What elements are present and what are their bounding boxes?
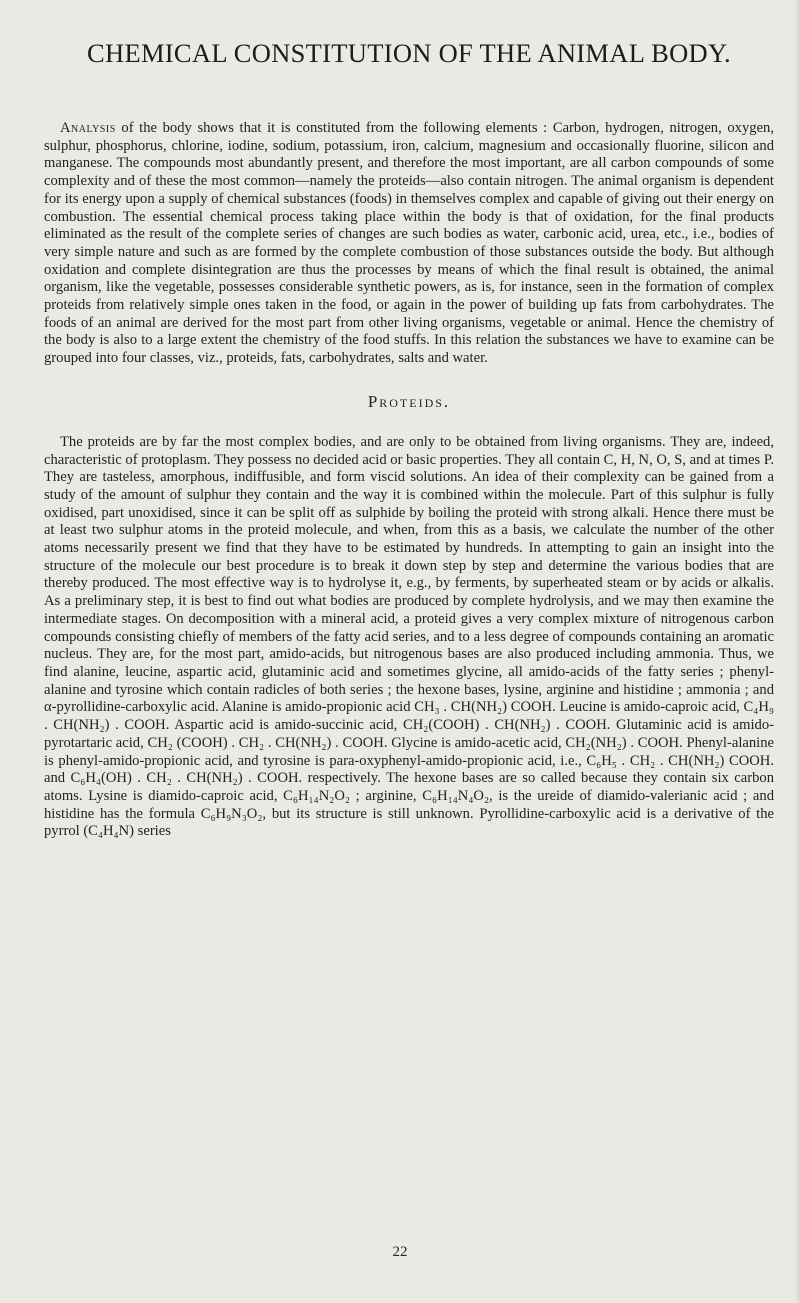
- intro-body-text: of the body shows that it is constituted from the following elements : Carbon, hydrogen, nitrogen, oxygen, sulphur, phosphorus, chlorine, iodine, sodium, potassium, iron, calcium, magnesium and occasionally fluorine, silicon and manganese. The compounds most abundantly present, and therefore the most important, are all carbon compounds of some complexity and of these the most common—namely the proteids—also contain nitrogen. The animal organism is dependent for its energy upon a supply of chemical substances (foods) in themselves complex and capable of giving out their energy on combustion. The essential chemical process taking place within the body is that of oxidation, for the final products eliminated as the result of the complete series of changes are such bodies as water, carbonic acid, urea, etc., i.e., bodies of very simple nature and such as are formed by the complete combustion of those substances outside the body. But although oxidation and complete disintegration are thus the processes by means of which the final result is obtained, the animal organism, like the vegetable, possesses considerable synthetic powers, as is, for instance, seen in the formation of complex proteids from relatively simple ones taken in the food, or again in the power of building up fats from carbohydrates. The foods of an animal are derived for the most part from other living organisms, vegetable or animal. Hence the chemistry of the body is also to a large extent the chemistry of the food stuffs. In this relation the substances we have to examine can be grouped into four classes, viz., proteids, fats, carbohydrates, salts and water.: [44, 120, 774, 367]
- intro-paragraph: [44, 120, 774, 368]
- page-number: 22: [392, 1244, 408, 1260]
- page-edge-shadow: [794, 0, 800, 1303]
- intro-lead-word: Analysis: [60, 120, 116, 136]
- proteids-paragraph: The proteids are by far the most complex bodies, and are only to be obtained from living organisms. They are, indeed, characteristic of protoplasm. They possess no decided acid or basic properties. They all contain C, H, N, O, S, and at times P. They are tasteless, amorphous, indiffusible, and form viscid solutions. An idea of their complexity can be gained from a study of the amount of sulphur they contain and the way it is combined within the molecule. Part of this sulphur is fully oxidised, part unoxidised, since it can be split off as sulphide by boiling the proteid with strong alkali. Hence there must be at least two sulphur atoms in the proteid molecule, and when, from this as a basis, we calculate the number of the other atoms necessarily present we find that they have to be estimated by hundreds. In attempting to gain an insight into the structure of the molecule our best procedure is to break it down step by step and determine the various bodies that are thereby produced. The most effective way is to hydrolyse it, e.g., by ferments, by superheated steam or by acids or alkalis. As a preliminary step, it is best to find out what bodies are produced by complete hydrolysis, and we may then examine the intermediate stages. On decomposition with a mineral acid, a proteid gives a very complex mixture of nitrogenous carbon compounds consisting chiefly of members of the fatty acid series, and to a less degree of compounds containing an aromatic nucleus. They are, for the most part, amido-acids, but nitrogenous bases are also produced including ammonia. Thus, we find alanine, leucine, aspartic acid, glutaminic acid and sometimes glycine, all amido-acids of the fatty series ; phenyl-alanine and tyrosine which contain radicles of both series ; the hexone bases, lysine, arginine and histidine ; ammonia ; and α-pyrollidine-carboxylic acid. Alanine is amido-propionic acid CH₃ . CH(NH₂) COOH. Leucine is amido-caproic acid, C₄H₉ . CH(NH₂) . COOH. Aspartic acid is amido-succinic acid, CH₂(COOH) . CH(NH₂) . COOH. Glutaminic acid is amido-pyrotartaric acid, CH₂ (COOH) . CH₂ . CH(NH₂) . COOH. Glycine is amido-acetic acid, CH₂(NH₂) . COOH. Phenyl-alanine is phenyl-amido-propionic acid, and tyrosine is para-oxyphenyl-amido-propionic acid, i.e., C₆H₅ . CH₂ . CH(NH₂) COOH. and C₆H₄(OH) . CH₂ . CH(NH₂) . COOH. respectively. The hexone bases are so called because they contain six carbon atoms. Lysine is diamido-caproic acid, C₆H₁₄N₂O₂ ; arginine, C₆H₁₄N₄O₂, is the ureide of diamido-valerianic acid ; and histidine has the formula C₆H₉N₃O₂, but its structure is still unknown. Pyrollidine-carboxylic acid is a derivative of the pyrrol (C₄H₄N) series: [44, 433, 774, 840]
- page-title: CHEMICAL CONSTITUTION OF THE ANIMAL BODY.: [87, 38, 731, 68]
- section-heading-proteids: Proteids.: [367, 391, 451, 411]
